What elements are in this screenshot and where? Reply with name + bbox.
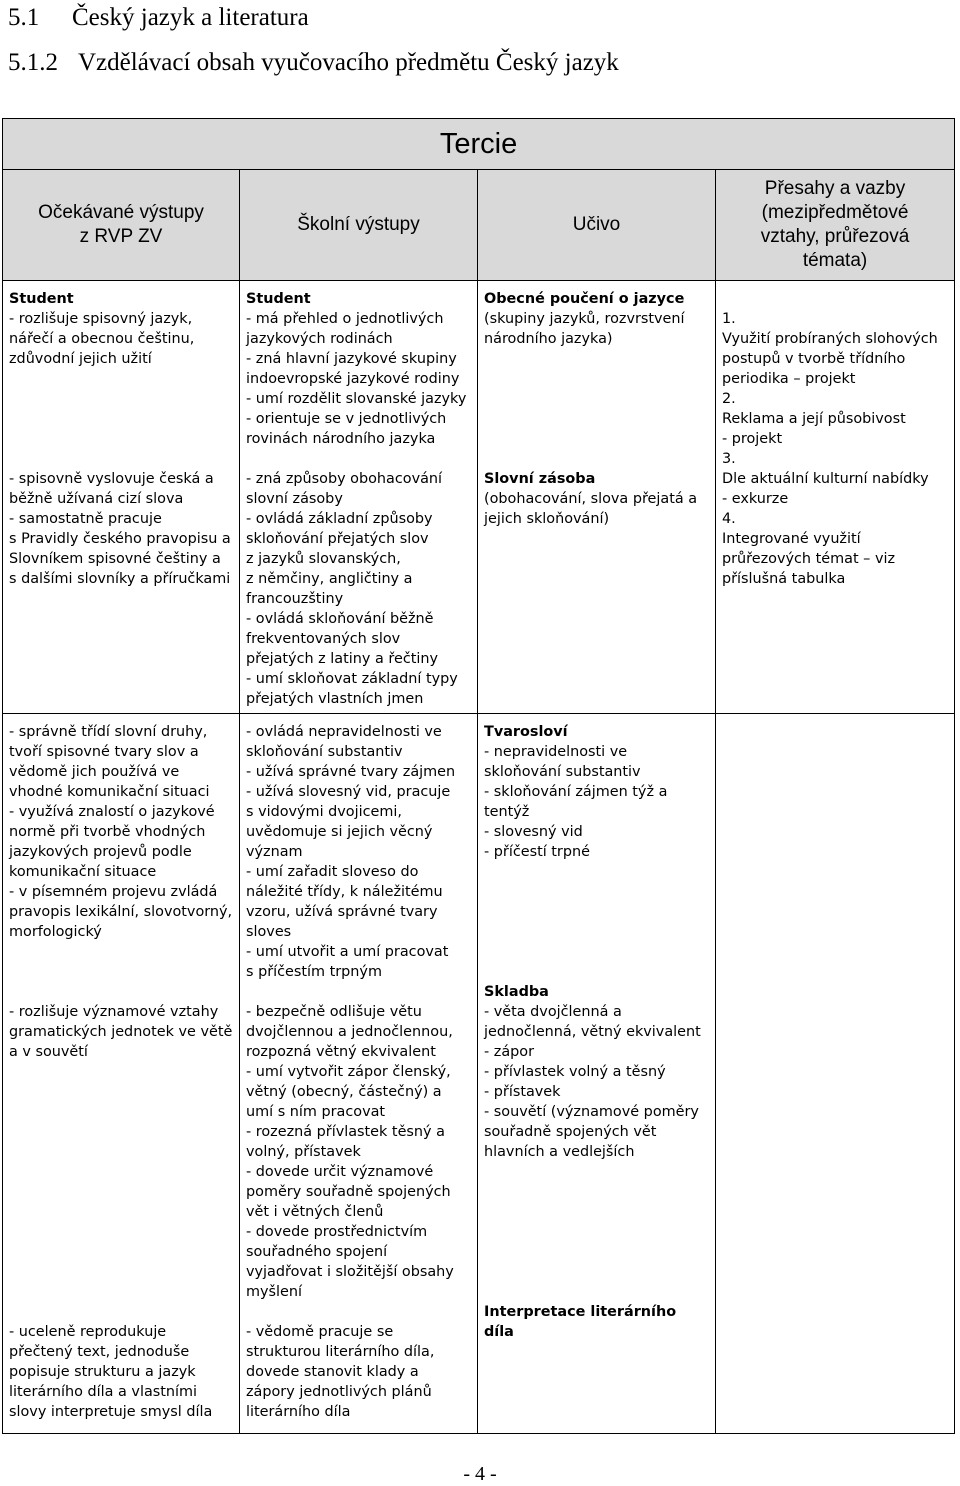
- table-row: [3, 714, 955, 1434]
- subsection-heading: [8, 47, 619, 79]
- block-heading: Interpretace literárního díla: [484, 1304, 677, 1340]
- section-number: 5.1: [8, 4, 40, 31]
- content-block: [246, 1322, 474, 1422]
- header-curriculum-label: Učivo: [572, 214, 621, 235]
- curriculum-cell: [478, 714, 716, 1434]
- school-outcomes-cell: [240, 714, 478, 1434]
- content-block: [722, 289, 951, 589]
- content-block: [9, 1002, 236, 1322]
- content-block: [484, 1302, 712, 1342]
- block-text: (skupiny jazyků, rozvrstvení národního jazyka): [484, 311, 685, 347]
- header-school-outcomes: [240, 170, 478, 281]
- expected-outcomes-cell: [3, 714, 240, 1434]
- block-text: - bezpečně odlišuje větu dvojčlennou a jednočlennou, rozpozná větný ekvivalent - umí vytvořit zápor členský, větný (obecný, částečný) a umí s ním pracovat - rozezná přívlastek těsný a volný, přístavek - dovede určit významové poměry souřadně spojených vět i větných členů - dovede prostřednictvím souřadného spojení vyjadřovat i složitější obsahy myšlení: [246, 1004, 454, 1300]
- content-block: [484, 722, 712, 982]
- content-block: [246, 1002, 474, 1322]
- section-heading: [8, 2, 309, 34]
- block-text: (obohacování, slova přejatá a jejich skloňování): [484, 491, 698, 527]
- header-school-outcomes-label: Školní výstupy: [297, 214, 420, 235]
- block-text: - zná způsoby obohacování slovní zásoby - ovládá základní způsoby skloňování přejatých slov z jazyků slovanských, z němčiny, angličtiny a francouzštiny - ovládá skloňování běžně frekventovaných slov přejatých z latiny a řečtiny - umí skloňovat základní typy přejatých vlastních jmen: [246, 471, 458, 707]
- block-text: - rozlišuje významové vztahy gramatických jednotek ve větě a v souvětí: [9, 1004, 233, 1060]
- block-text: - vědomě pracuje se strukturou literárního díla, dovede stanovit klady a zápory jednotlivých plánů literárního díla: [246, 1324, 435, 1420]
- block-text: - nepravidelnosti ve skloňování substantiv - skloňování zájmen týž a tentýž - slovesný vid - příčestí trpné: [484, 744, 668, 860]
- cross-links-cell: [716, 714, 955, 1434]
- block-heading: Skladba: [484, 984, 549, 1000]
- block-text: - spisovně vyslovuje česká a běžně užívaná cizí slova - samostatně pracuje s Pravidly českého pravopisu a Slovníkem spisovné češtiny a s dalšími slovníky a příručkami: [9, 471, 231, 587]
- content-block: [484, 289, 712, 469]
- subsection-title: Vzdělávací obsah vyučovacího předmětu Český jazyk: [78, 49, 619, 76]
- block-text: - uceleně reprodukuje přečtený text, jednoduše popisuje strukturu a jazyk literárního díla a vlastními slovy interpretuje smysl díla: [9, 1324, 213, 1420]
- content-block: [9, 469, 236, 589]
- header-cross-links-label: Přesahy a vazby (mezipředmětové vztahy, průřezová témata): [760, 178, 910, 271]
- subsection-number: 5.1.2: [8, 49, 58, 76]
- block-heading: Student: [9, 291, 74, 307]
- school-outcomes-cell: [240, 281, 478, 714]
- header-curriculum: [478, 170, 716, 281]
- section-title: Český jazyk a literatura: [72, 4, 309, 31]
- content-block: [484, 982, 712, 1302]
- block-heading: Student: [246, 291, 311, 307]
- curriculum-table: [2, 118, 955, 1434]
- expected-outcomes-cell: [3, 281, 240, 714]
- block-text: - ovládá nepravidelnosti ve skloňování substantiv - užívá správné tvary zájmen - užívá slovesný vid, pracuje s vidovými dvojicemi, uvědomuje si jejich věcný význam - umí zařadit sloveso do náležité třídy, k náležitému vzoru, užívá správné tvary sloves - umí utvořit a umí pracovat s příčestím trpným: [246, 724, 456, 980]
- block-text: - správně třídí slovní druhy, tvoří spisovné tvary slov a vědomě jich používá ve vhodné komunikační situaci - využívá znalostí o jazykové normě při tvorbě vhodných jazykových projevů podle komunikační situace - v písemném projevu zvládá pravopis lexikální, slovotvorný, morfologický: [9, 724, 233, 940]
- content-block: [246, 469, 474, 709]
- content-block: [246, 722, 474, 1002]
- block-text: - má přehled o jednotlivých jazykových rodinách - zná hlavní jazykové skupiny indoevropské jazykové rodiny - umí rozdělit slovanské jazyky - orientuje se v jednotlivých rovinách národního jazyka: [246, 311, 467, 447]
- content-block: [9, 722, 236, 1002]
- header-cross-links: [716, 170, 955, 281]
- content-block: [484, 469, 712, 529]
- content-block: [9, 289, 236, 469]
- block-heading: Tvarosloví: [484, 724, 568, 740]
- table-row: [3, 281, 955, 714]
- block-heading: Obecné poučení o jazyce: [484, 291, 685, 307]
- content-block: [246, 289, 474, 469]
- cross-links-cell: [716, 281, 955, 714]
- page-number: - 4 -: [463, 1463, 497, 1485]
- block-text: - věta dvojčlenná a jednočlenná, větný ekvivalent - zápor - přívlastek volný a těsný - přístavek - souvětí (významové poměry souřadně spojených vět hlavních a vedlejších: [484, 1004, 701, 1160]
- block-heading: Slovní zásoba: [484, 471, 596, 487]
- content-block: [9, 1322, 236, 1422]
- grade-header: Tercie: [3, 119, 955, 170]
- block-text: - rozlišuje spisovný jazyk, nářečí a obecnou češtinu, zdůvodní jejich užití: [9, 311, 195, 367]
- header-expected-outcomes: [3, 170, 240, 281]
- header-expected-outcomes-label: Očekávané výstupy z RVP ZV: [38, 202, 204, 247]
- block-text: 1. Využití probíraných slohových postupů v tvorbě třídního periodika – projekt 2. Reklama a její působivost - projekt 3. Dle aktuální kulturní nabídky - exkurze 4. Integrované využití průřezových témat – viz příslušná tabulka: [722, 311, 938, 587]
- curriculum-cell: [478, 281, 716, 714]
